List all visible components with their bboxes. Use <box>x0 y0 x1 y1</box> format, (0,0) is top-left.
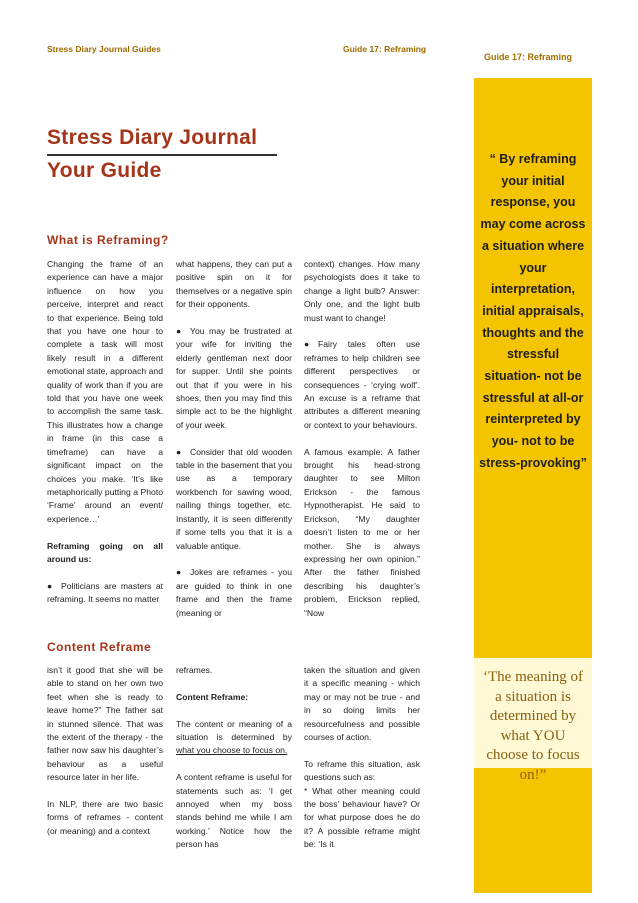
sidebar-top <box>474 38 592 78</box>
section1-column-3 <box>304 258 420 618</box>
paragraph: To reframe this situation, ask questions such as: <box>304 758 420 783</box>
paragraph: Consider that old wooden table in the basement that you use as a temporary workbench for sawing wood, nailing things together, etc. Instantly, it is seen differently if some tells you that it is a valuable antique. <box>176 446 292 551</box>
paragraph: Changing the frame of an experience can have a major influence on how you perceive, interpret and react to that experience. Being told that you have one hour to complete a task will most likely result in a different emotional state, approach and quality of work than if you are told that you have one week to accomplish the same task. This illustrates how a change in frame (in this case a timeframe) can have a significant impact on the choices you make. ‘It’s like metaphorically putting a Photo ‘Frame’ around an event/ experience…’ <box>47 259 163 524</box>
paragraph: In NLP, there are two basic forms of reframes - content (or meaning) and a context <box>47 799 163 836</box>
bullet-paragraph <box>47 580 163 607</box>
bullet-icon: ● <box>47 580 53 591</box>
section-heading-content-reframe: Content Reframe <box>47 640 152 654</box>
section2-column-3 <box>304 664 420 850</box>
sidebar-quote: “ By reframing your initial response, you may come across a situation where your interpretation, initial appraisals, thoughts and the stressful situation- not be stressful at all-or reinterpreted by you- not to be stress-provoking” <box>479 152 587 470</box>
section2-column-1 <box>47 664 163 844</box>
header-left: Stress Diary Journal Guides <box>47 44 161 54</box>
paragraph: You may be frustrated at your wife for inviting the elderly gentleman next door for supper. Until she points out that if you were in his shoes, then you may find this simple act to be the highlight of your week. <box>176 326 292 430</box>
title-line-1: Stress Diary Journal <box>47 126 258 149</box>
section2-column-2 <box>176 664 292 850</box>
paragraph: context) changes. How many psychologists does it take to change a light bulb? Answer: Only one, and the light bulb must want to change! <box>304 259 420 323</box>
paragraph: isn’t it good that she will be able to stand on her own two feet when she is ready to leave home?” The father sat in stunned silence. That was the extent of the therapy - the father now saw his daughter’s behaviour as a useful resource later in her life. <box>47 665 163 783</box>
subheading: Reframing going on all around us: <box>47 540 163 564</box>
paragraph: * What other meaning could the boss’ behaviour have? Or for what purpose does he do it? A possible reframe might be: ‘Is it <box>304 785 420 850</box>
header-right: Guide 17: Reframing <box>343 44 427 54</box>
title-line-2: Your Guide <box>47 159 162 182</box>
paragraph: what happens, they can put a positive spin on it for themselves or a negative spin for their opponents. <box>176 259 292 310</box>
section1-column-1 <box>47 258 163 605</box>
paragraph: reframes. <box>176 665 213 675</box>
paragraph <box>176 718 292 758</box>
sidebar-quote-box <box>474 658 592 783</box>
bullet-icon: ● <box>304 339 310 350</box>
bullet-paragraph <box>176 446 292 553</box>
sidebar-guide-label: Guide 17: Reframing <box>484 52 573 62</box>
paragraph: Politicians are masters at reframing. It seems no matter <box>47 580 163 605</box>
sidebar-box-quote: ‘The meaning of a situation is determined by what YOU choose to focus on!” <box>483 669 583 783</box>
paragraph: taken the situation and given it a specific meaning - which may or may not be true - and in so doing limits her resourcefulness and possible courses of action. <box>304 665 420 743</box>
bullet-paragraph <box>304 338 420 432</box>
bullet-icon: ● <box>176 567 182 578</box>
bullet-icon: ● <box>176 446 182 457</box>
underlined-text: what you choose to focus on. <box>176 745 288 756</box>
bullet-icon: ● <box>176 326 182 337</box>
bullet-paragraph <box>176 325 292 432</box>
text: The content or meaning of a situation is determined by <box>176 718 292 742</box>
paragraph: A famous example: A father brought his head-strong daughter to see Milton Erickson - the famous Hypnotherapist. He said to Erickson, “My daughter doesn’t listen to me or her mother. She is always expressing her own opinion.” After the father finished describing his daughter’s problem, Erickson replied, “Now <box>304 446 420 618</box>
sidebar <box>474 38 592 893</box>
section-heading-what-is-reframing: What is Reframing? <box>47 233 169 247</box>
subheading: Content Reframe: <box>176 691 249 702</box>
paragraph: Jokes are reframes - you are guided to think in one frame and then the frame (meaning or <box>176 567 292 618</box>
title-rule <box>47 154 277 156</box>
bullet-paragraph <box>176 566 292 620</box>
paragraph: Fairy tales often use reframes to help children see different perspectives or consequences - ‘crying wolf’. An excuse is a reframe that attributes a different meaning or context to your behaviours. <box>304 339 420 430</box>
section1-column-2 <box>176 258 292 618</box>
paragraph: A content reframe is useful for statements such as: ‘I get annoyed when my boss stands behind me while I am working.’ Notice how the person has <box>176 772 292 850</box>
